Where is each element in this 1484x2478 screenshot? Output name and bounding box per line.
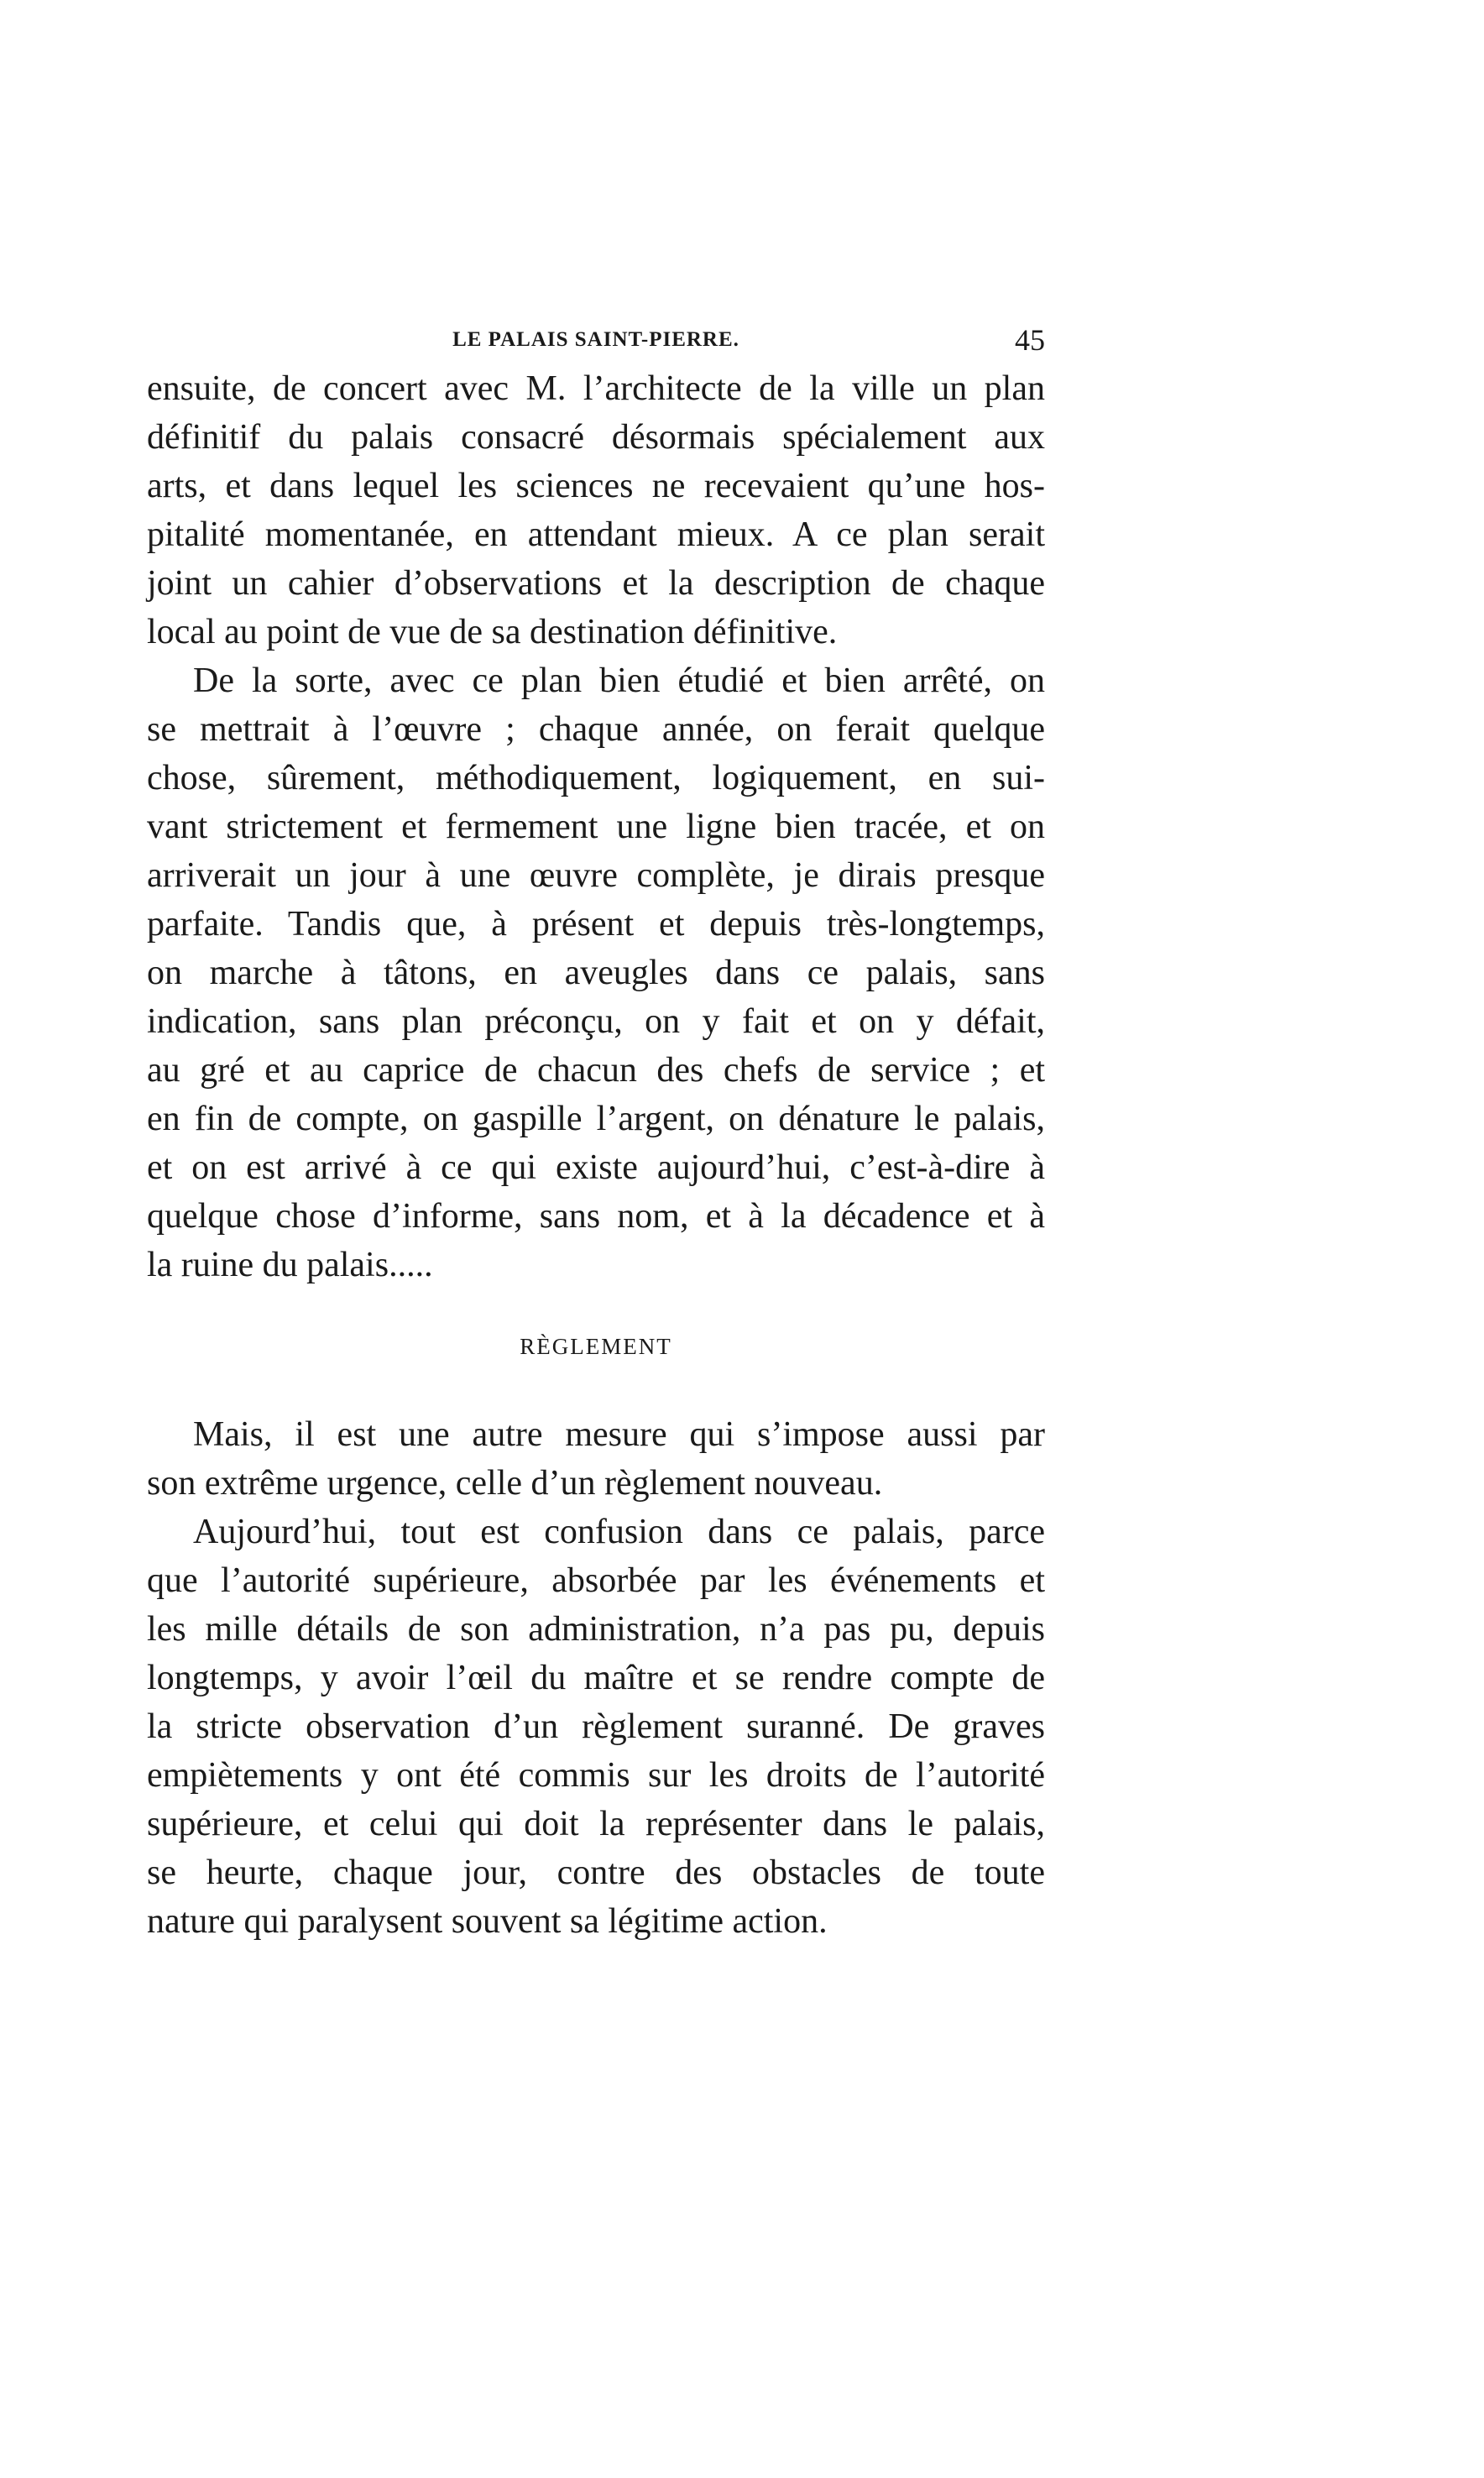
paragraph-2 (147, 656, 1045, 1289)
body-text (147, 364, 1045, 1946)
text-line: joint un cahier d’observations et la description de chaque (147, 564, 1045, 603)
paragraph-3 (147, 1410, 1045, 1508)
text-line: pitalité momentanée, en attendant mieux. A ce plan serait (147, 515, 1045, 554)
text-line: De la sorte, avec ce plan bien étudié et bien arrêté, on (193, 661, 1045, 700)
text-line: quelque chose d’informe, sans nom, et à la décadence et à (147, 1197, 1045, 1236)
text-line: on marche à tâtons, en aveugles dans ce palais, sans (147, 954, 1045, 992)
text-line: nature qui paralysent souvent sa légitime action. (147, 1902, 828, 1941)
text-line: vant strictement et fermement une ligne bien tracée, et on (147, 808, 1045, 846)
section-heading: RÈGLEMENT (520, 1334, 672, 1359)
text-line: Aujourd’hui, tout est confusion dans ce palais, parce (193, 1513, 1045, 1551)
page-number: 45 (1015, 323, 1045, 357)
text-line: arriverait un jour à une œuvre complète, je dirais presque (147, 856, 1045, 895)
running-head (147, 323, 1045, 357)
text-line: se heurte, chaque jour, contre des obstacles de toute (147, 1853, 1045, 1892)
text-line: au gré et au caprice de chacun des chefs de service ; et (147, 1051, 1045, 1090)
text-line: la stricte observation d’un règlement suranné. De graves (147, 1707, 1045, 1746)
text-line: la ruine du palais..... (147, 1246, 433, 1284)
text-line: les mille détails de son administration, n’a pas pu, depuis (147, 1610, 1045, 1649)
text-line: empiètements y ont été commis sur les droits de l’autorité (147, 1756, 1045, 1795)
running-title: LE PALAIS SAINT-PIERRE. (452, 328, 739, 351)
text-line: supérieure, et celui qui doit la représenter dans le palais, (147, 1805, 1045, 1843)
text-line: ensuite, de concert avec M. l’architecte de la ville un plan (147, 369, 1045, 408)
text-line: que l’autorité supérieure, absorbée par les événements et (147, 1561, 1045, 1600)
text-line: indication, sans plan préconçu, on y fait et on y défait, (147, 1002, 1045, 1041)
paragraph-1 (147, 364, 1045, 656)
text-line: et on est arrivé à ce qui existe aujourd’hui, c’est-à-dire à (147, 1148, 1045, 1187)
text-line: arts, et dans lequel les sciences ne recevaient qu’une hos- (147, 467, 1045, 505)
text-line: Mais, il est une autre mesure qui s’impose aussi par (193, 1415, 1045, 1454)
text-line: longtemps, y avoir l’œil du maître et se rendre compte de (147, 1659, 1045, 1697)
text-line: en fin de compte, on gaspille l’argent, on dénature le palais, (147, 1100, 1045, 1138)
text-line: chose, sûrement, méthodiquement, logiquement, en sui- (147, 759, 1045, 797)
text-line: local au point de vue de sa destination définitive. (147, 613, 838, 651)
text-line: définitif du palais consacré désormais spécialement aux (147, 418, 1045, 457)
text-line: son extrême urgence, celle d’un règlement nouveau. (147, 1464, 883, 1503)
paragraph-4 (147, 1508, 1045, 1946)
text-line: se mettrait à l’œuvre ; chaque année, on ferait quelque (147, 710, 1045, 749)
text-line: parfaite. Tandis que, à présent et depuis très-longtemps, (147, 905, 1045, 944)
